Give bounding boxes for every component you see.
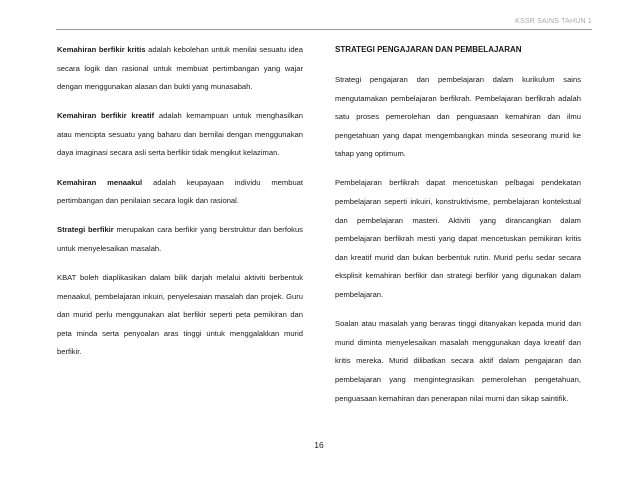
paragraph-text: merupakan cara berfikir yang berstruktur dan berfokus untuk menyelesaikan masalah.: [57, 225, 303, 253]
term-reasoning: Kemahiran menaakul: [57, 177, 143, 187]
paragraph-creative-thinking: [57, 107, 303, 163]
paragraph-text: adalah keupayaan individu membuat pertimbangan dan penilaian secara logik dan rasional.: [57, 177, 303, 206]
paragraph-reasoning: [57, 174, 303, 211]
running-header: KSSR SAINS TAHUN 1: [515, 18, 592, 25]
left-column: [57, 41, 303, 372]
paragraph-high-order-questions: Soalan atau masalah yang beraras tinggi ditanyakan kepada murid dan murid diminta menyelesaikan masalah menggunakan daya kreatif dan kritis mereka. Murid dilibatkan secara aktif dalam pengajaran dan pembelajaran yang mengintegrasikan pemerolehan pengetahuan, penguasaan kemahiran dan penerapan nilai murni dan sikap saintifik.: [335, 319, 581, 403]
paragraph-thoughtful-learning: Pembelajaran berfikrah dapat mencetuskan pelbagai pendekatan pembelajaran seperti inkuiri, konstruktivisme, pembelajaran kontekstual dan pembelajaran masteri. Aktiviti yang dirancangkan dalam pembelajaran berfikrah mesti yang dapat mencetuskan pemikiran kritis dan kreatif murid dan bukan berbentuk rutin. Murid perlu sedar secara eksplisit kemahiran berfikir dan strategi berfikir yang digunakan dalam pembelajaran.: [335, 178, 581, 300]
page-number: 16: [314, 440, 324, 450]
term-creative-thinking: Kemahiran berfikir kreatif: [57, 111, 155, 121]
paragraph-text: adalah kebolehan untuk menilai sesuatu idea secara logik dan rasional untuk membuat pertimbangan yang wajar dengan menggunakan alasan dan bukti yang munasabah.: [57, 45, 303, 92]
paragraph-critical-thinking: [57, 41, 303, 97]
paragraph-thinking-strategy: [57, 221, 303, 258]
term-thinking-strategy: Strategi berfikir: [57, 225, 114, 235]
paragraph-kbat: KBAT boleh diaplikasikan dalam bilik darjah melalui aktiviti berbentuk menaakul, pembelajaran inkuiri, penyelesaian masalah dan projek. Guru dan murid perlu menggunakan alat berfikir seperti peta pemikiran dan peta minda serta penyoalan aras tinggi untuk menggalakkan murid berfikir.: [57, 272, 303, 357]
section-title: STRATEGI PENGAJARAN DAN PEMBELAJARAN: [335, 45, 522, 54]
term-critical-thinking: Kemahiran berfikir kritis: [57, 45, 146, 54]
right-column: [335, 41, 581, 419]
paragraph-strategy: Strategi pengajaran dan pembelajaran dalam kurikulum sains mengutamakan pembelajaran berfikrah. Pembelajaran berfikrah adalah satu proses pemerolehan dan penguasaan kemahiran dan ilmu pengetahuan yang dapat mengembangkan minda seseorang murid ke tahap yang optimum.: [335, 75, 581, 159]
paragraph-text: adalah kemampuan untuk menghasilkan atau mencipta sesuatu yang baharu dan bernilai dengan menggunakan daya imaginasi secara asli serta berfikir tidak mengikut kelaziman.: [57, 111, 303, 158]
header-rule: [56, 29, 592, 30]
